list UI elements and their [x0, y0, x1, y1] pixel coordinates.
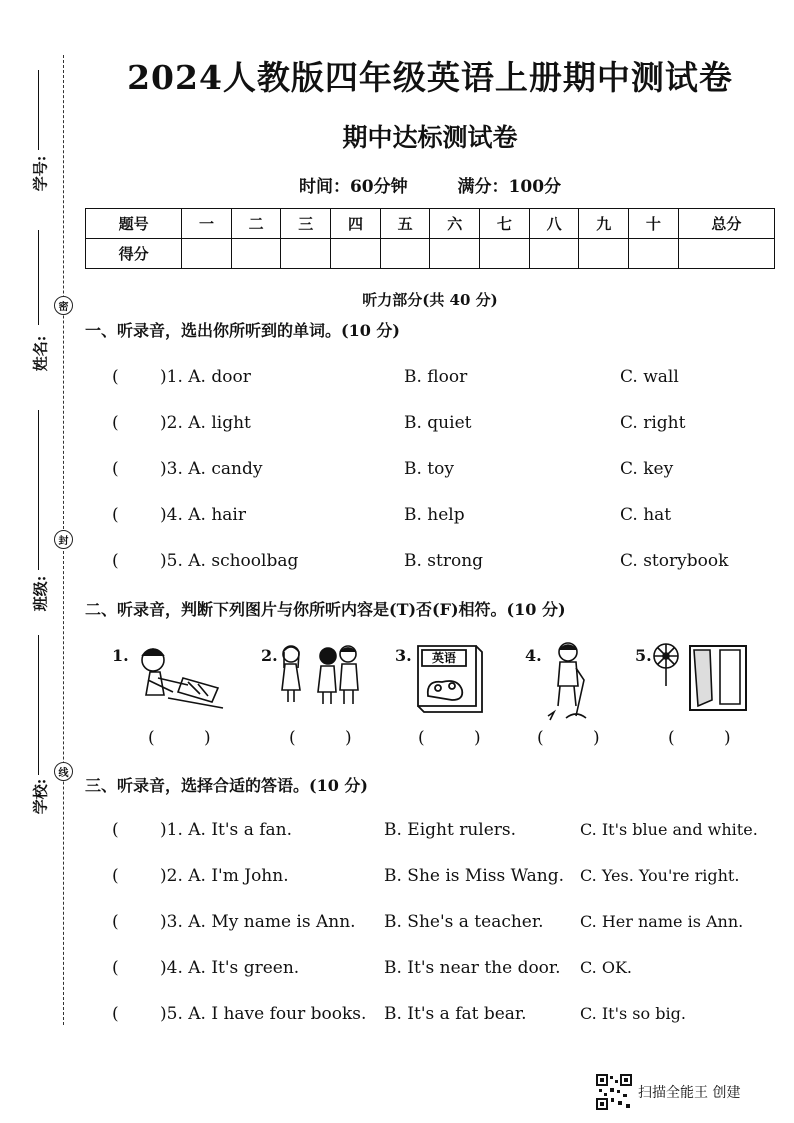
s3-q2-c: C. Yes. You're right.: [580, 866, 740, 885]
exam-full-score: 满分：100分: [457, 177, 562, 197]
score-cell[interactable]: [331, 239, 381, 269]
boy-sweeping-picture: [540, 640, 600, 722]
s3-q2-a: )2. A. I'm John.: [160, 866, 289, 886]
section1-title: 一、听录音，选出你所听到的单词。(10 分): [85, 321, 400, 340]
pic-answer-paren[interactable]: ( ): [418, 728, 503, 748]
s3-q5-a: )5. A. I have four books.: [160, 1004, 367, 1024]
score-cell[interactable]: [529, 239, 579, 269]
section3-title: 三、听录音，选择合适的答语。(10 分): [85, 776, 368, 795]
s3-q3-b: B. She's a teacher.: [384, 912, 544, 932]
name-line: [38, 230, 39, 325]
header-cell: 五: [380, 209, 430, 239]
s3-q1-b: B. Eight rulers.: [384, 820, 517, 840]
s3-q4-b: B. It's near the door.: [384, 958, 561, 978]
score-cell[interactable]: [281, 239, 331, 269]
qr-code-icon: [596, 1074, 632, 1110]
header-cell: 八: [529, 209, 579, 239]
class-line: [38, 410, 39, 570]
header-cell: 一: [182, 209, 232, 239]
pic-answer-paren[interactable]: ( ): [537, 728, 622, 748]
s1-q2-c: C. right: [620, 413, 686, 433]
header-cell: 题号: [86, 209, 182, 239]
pic-answer-paren[interactable]: ( ): [289, 728, 374, 748]
score-cell[interactable]: [678, 239, 774, 269]
seal-mark-xian: 线: [54, 762, 73, 781]
header-cell: 四: [331, 209, 381, 239]
listening-part-title: 听力部分(共 40 分): [362, 291, 498, 309]
answer-paren[interactable]: (: [112, 459, 119, 479]
book-cover-text: 英语: [431, 651, 457, 665]
pic-num: 2.: [261, 646, 278, 665]
watermark-text: 扫描全能王 创建: [638, 1085, 741, 1101]
header-cell: 三: [281, 209, 331, 239]
name-label: 姓名:: [31, 335, 50, 372]
row-label: 得分: [86, 239, 182, 269]
s1-q5-b: B. strong: [404, 551, 484, 571]
answer-paren[interactable]: (: [112, 367, 119, 387]
answer-paren[interactable]: (: [112, 413, 119, 433]
s1-q3-a: )3. A. candy: [160, 459, 263, 479]
s3-q1-c: C. It's blue and white.: [580, 820, 758, 839]
answer-paren[interactable]: (: [112, 820, 119, 840]
answer-paren[interactable]: (: [112, 505, 119, 525]
score-cell[interactable]: [231, 239, 281, 269]
s1-q4-b: B. help: [404, 505, 465, 525]
page-subtitle: 期中达标测试卷: [342, 123, 518, 152]
s1-q1-c: C. wall: [620, 367, 679, 387]
score-cell[interactable]: [579, 239, 629, 269]
s1-q3-b: B. toy: [404, 459, 454, 479]
s1-q4-a: )4. A. hair: [160, 505, 246, 525]
girl-playing-cards-picture: [128, 640, 228, 715]
score-table: [85, 208, 775, 269]
score-cell[interactable]: [480, 239, 530, 269]
s3-q5-c: C. It's so big.: [580, 1004, 686, 1023]
s3-q4-c: C. OK.: [580, 958, 632, 977]
s1-q4-c: C. hat: [620, 505, 672, 525]
s3-q5-b: B. It's a fat bear.: [384, 1004, 527, 1024]
score-table-header-row: [86, 209, 775, 239]
pic-num: 1.: [112, 646, 129, 665]
page-title: 2024人教版四年级英语上册期中测试卷: [127, 58, 733, 97]
header-cell: 二: [231, 209, 281, 239]
pic-num: 3.: [395, 646, 412, 665]
answer-paren[interactable]: (: [112, 958, 119, 978]
s1-q2-a: )2. A. light: [160, 413, 251, 433]
student-no-line: [38, 70, 39, 150]
s1-q1-b: B. floor: [404, 367, 468, 387]
s3-q1-a: )1. A. It's a fan.: [160, 820, 293, 840]
pic-answer-paren[interactable]: ( ): [148, 728, 233, 748]
s1-q5-a: )5. A. schoolbag: [160, 551, 299, 571]
section2-title: 二、听录音，判断下列图片与你所听内容是(T)否(F)相符。(10 分): [85, 600, 566, 619]
header-cell: 六: [430, 209, 480, 239]
school-label: 学校:: [31, 778, 50, 815]
s3-q4-a: )4. A. It's green.: [160, 958, 300, 978]
exam-time: 时间：60分钟: [298, 177, 408, 197]
score-cell[interactable]: [629, 239, 679, 269]
answer-paren[interactable]: (: [112, 866, 119, 886]
seal-mark-mi: 密: [54, 296, 73, 315]
score-table-score-row: [86, 239, 775, 269]
s3-q2-b: B. She is Miss Wang.: [384, 866, 564, 886]
answer-paren[interactable]: (: [112, 1004, 119, 1024]
fan-and-window-picture: [650, 640, 750, 712]
s1-q3-c: C. key: [620, 459, 674, 479]
school-line: [38, 635, 39, 775]
score-cell[interactable]: [380, 239, 430, 269]
pic-num: 5.: [635, 646, 652, 665]
english-book-picture: [412, 640, 488, 718]
class-label: 班级:: [31, 575, 50, 612]
scanner-watermark: [596, 1074, 740, 1110]
pic-num: 4.: [525, 646, 542, 665]
s1-q1-a: )1. A. door: [160, 367, 251, 387]
exam-info: [80, 172, 780, 197]
header-cell: 总分: [678, 209, 774, 239]
score-cell[interactable]: [182, 239, 232, 269]
answer-paren[interactable]: (: [112, 551, 119, 571]
s3-q3-c: C. Her name is Ann.: [580, 912, 744, 931]
score-cell[interactable]: [430, 239, 480, 269]
children-talking-picture: [276, 642, 366, 707]
header-cell: 九: [579, 209, 629, 239]
s1-q2-b: B. quiet: [404, 413, 472, 433]
answer-paren[interactable]: (: [112, 912, 119, 932]
header-cell: 十: [629, 209, 679, 239]
seal-mark-feng: 封: [54, 530, 73, 549]
header-cell: 七: [480, 209, 530, 239]
s1-q5-c: C. storybook: [620, 551, 729, 571]
student-no-label: 学号:: [31, 155, 50, 192]
s3-q3-a: )3. A. My name is Ann.: [160, 912, 356, 932]
pic-answer-paren[interactable]: ( ): [668, 728, 753, 748]
